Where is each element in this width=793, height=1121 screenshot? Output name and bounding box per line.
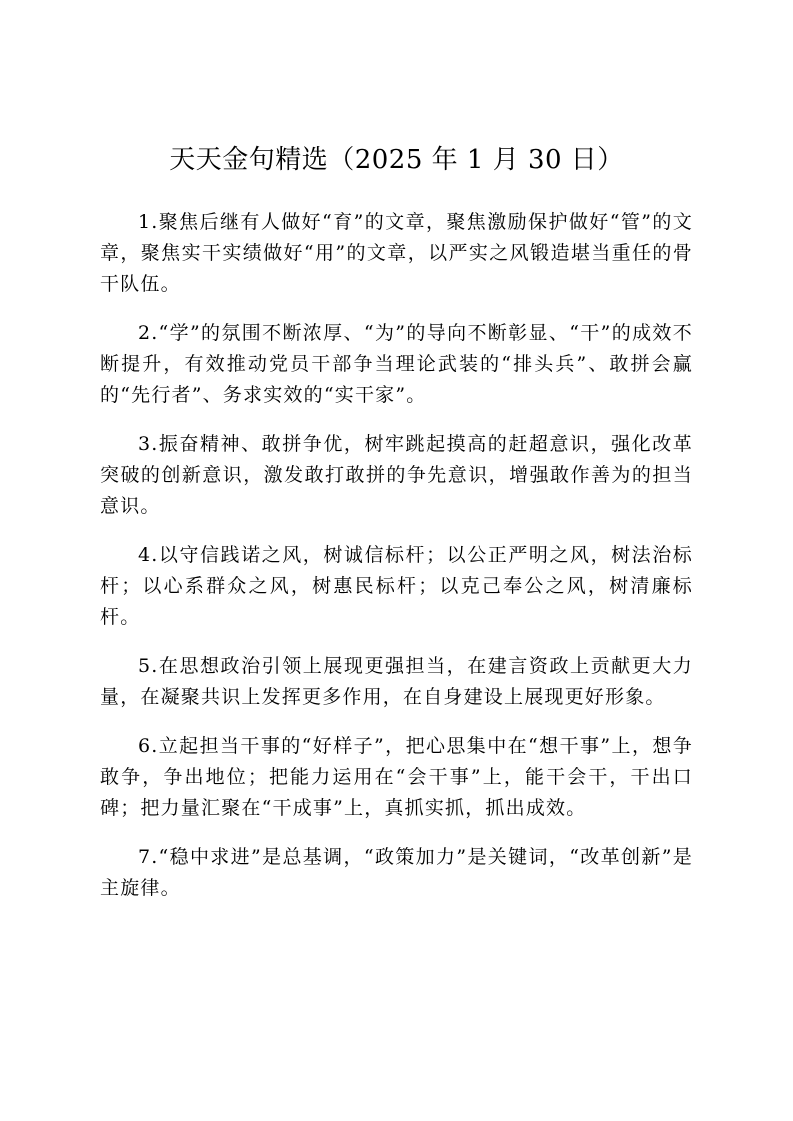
quote-paragraph-7: 7.“稳中求进”是总基调，“政策加力”是关键词，“改革创新”是主旋律。 [100, 846, 693, 899]
quote-paragraph-3: 3.振奋精神、敢拼争优，树牢跳起摸高的赶超意识，强化改革突破的创新意识，激发敢打敢拼的争先意识，增强敢作善为的担当意识。 [100, 433, 693, 517]
quote-paragraph-1: 1.聚焦后继有人做好“育”的文章，聚焦激励保护做好“管”的文章，聚焦实干实绩做好“用”的文章，以严实之风锻造堪当重任的骨干队伍。 [100, 211, 693, 295]
document-title: 天天金句精选（2025 年 1 月 30 日） [169, 145, 624, 175]
quote-paragraph-2: 2.“学”的氛围不断浓厚、“为”的导向不断彰显、“干”的成效不断提升，有效推动党员干部争当理论武装的“排头兵”、敢拼会赢的“先行者”、务求实效的“实干家”。 [100, 322, 693, 406]
quote-paragraph-4: 4.以守信践诺之风，树诚信标杆；以公正严明之风，树法治标杆；以心系群众之风，树惠民标杆；以克己奉公之风，树清廉标杆。 [100, 544, 693, 628]
quote-paragraph-6: 6.立起担当干事的“好样子”，把心思集中在“想干事”上，想争敢争，争出地位；把能力运用在“会干事”上，能干会干，干出口碑；把力量汇聚在“干成事”上，真抓实抓，抓出成效。 [100, 735, 693, 819]
quote-paragraph-5: 5.在思想政治引领上展现更强担当，在建言资政上贡献更大力量，在凝聚共识上发挥更多作用，在自身建设上展现更好形象。 [100, 655, 693, 708]
